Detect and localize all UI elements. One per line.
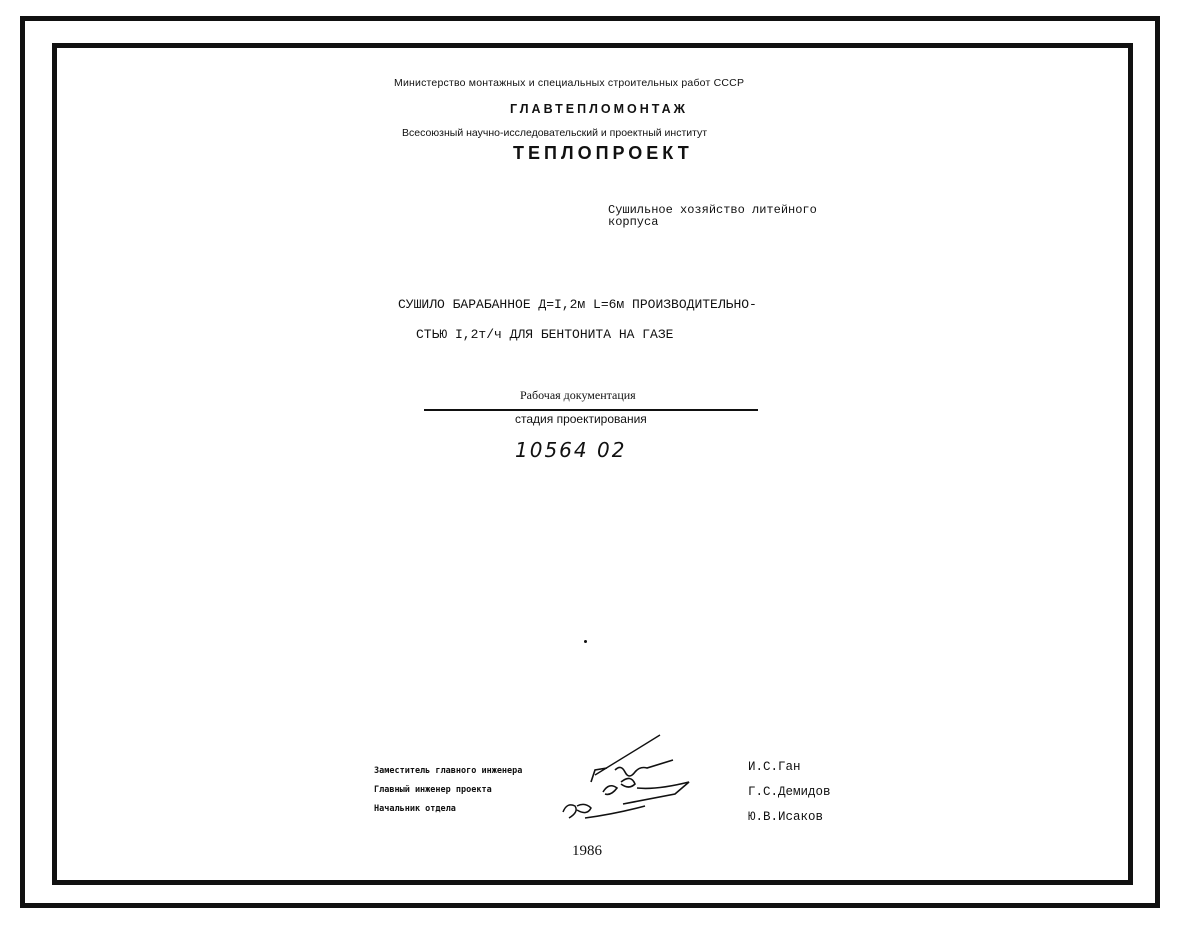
signatory-name-1: И.С.Ган <box>748 760 801 774</box>
department-name: ГЛАВТЕПЛОМОНТАЖ <box>510 102 688 116</box>
signatory-role-1: Заместитель главного инженера <box>374 766 523 776</box>
design-stage-label: стадия проектирования <box>515 412 647 426</box>
handwritten-signatures <box>555 730 705 825</box>
document-title-line-1: СУШИЛО БАРАБАННОЕ Д=I,2м L=6м ПРОИЗВОДИТЕЛЬНО- <box>398 297 757 312</box>
stray-dot <box>584 640 587 643</box>
institute-full-name: Всесоюзный научно-исследовательский и проектный институт <box>402 127 708 139</box>
subject-line-1: Сушильное хозяйство литейного <box>608 203 817 217</box>
signatory-name-3: Ю.В.Исаков <box>748 810 824 824</box>
signatory-role-3: Начальник отдела <box>374 804 456 814</box>
document-number: 10564 02 <box>515 438 627 462</box>
institute-short-name: ТЕПЛОПРОЕКТ <box>513 143 693 163</box>
document-year: 1986 <box>572 843 602 859</box>
divider-line <box>424 409 758 411</box>
ministry-name: Министерство монтажных и специальных строительных работ СССР <box>394 77 745 89</box>
signatory-name-2: Г.С.Демидов <box>748 785 831 799</box>
subject-line-2: корпуса <box>608 215 659 229</box>
document-title-line-2: СТЬЮ I,2т/ч ДЛЯ БЕНТОНИТА НА ГАЗЕ <box>416 327 674 342</box>
documentation-type: Рабочая документация <box>520 388 636 402</box>
signatory-role-2: Главный инженер проекта <box>374 785 492 795</box>
